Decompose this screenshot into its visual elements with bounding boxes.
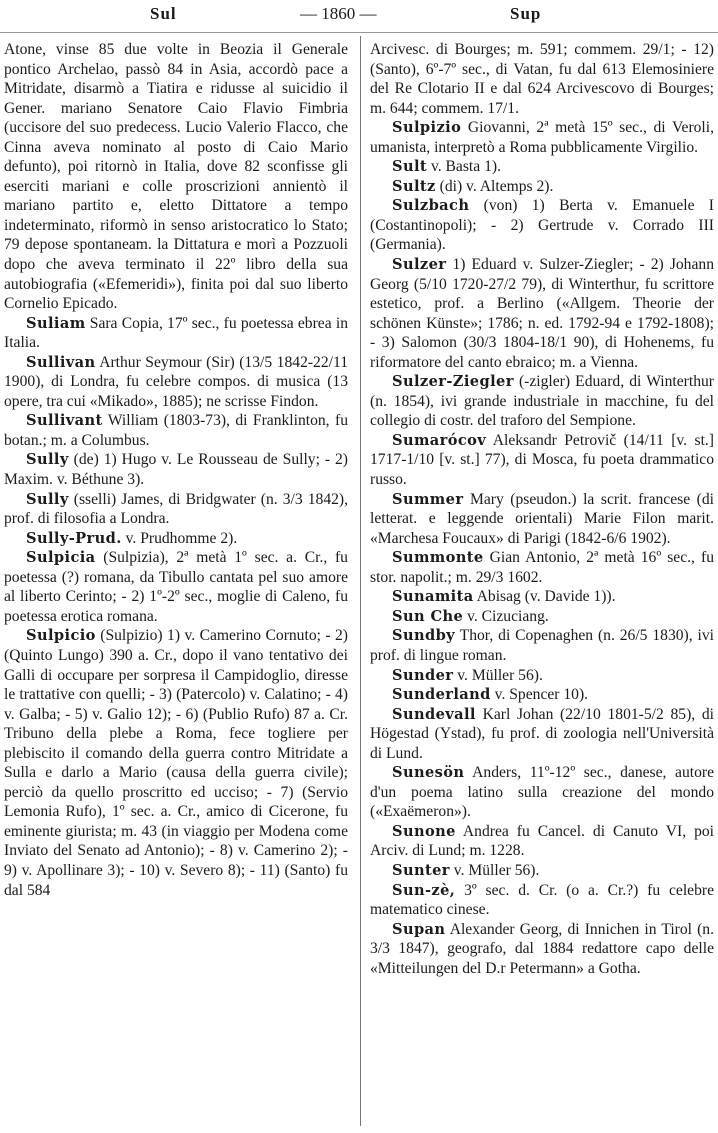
dictionary-entry — [370, 431, 714, 490]
entry-text: Gian Antonio, 2ª metà 16º sec., fu stor. napolit.; m. 29/3 1602. — [370, 549, 714, 586]
dictionary-entry — [370, 587, 714, 607]
header-rule — [0, 32, 718, 33]
dictionary-entry — [370, 372, 714, 431]
header-right-word: Sup — [510, 4, 542, 23]
entry-text: Aleksandr Petrovič (14/11 [v. st.] 1717-1/10 [v. st.] 77), di Mosca, fu poeta drammatico russo. — [370, 431, 714, 489]
entry-headword: Sulpizio — [392, 119, 462, 137]
entry-text: Atone, vinse 85 due volte in Beozia il Generale pontico Archelao, passò 84 in Asia, accordò pace a Mitridate, disarmò a Tiatira e ridusse al suicidio il Gener. mariano Senatore Caio Flavio Fimbria (uccisore del suo predecess. Lucio Valerio Flacco, che Cinna aveva nominato al posto di Caio Mario defunto), poi ritornò in Italia, dove 82 sconfisse gli eserciti mariani e colle proscrizioni annientò il mariano partito e, eletto Dittatore a tempo indeterminato, riformò in senso aristocratico lo Stato; 79 depose spontaneam. la Dittatura e morì a Pozzuoli dopo che aveva terminato il 22º libro della sua autobiografia («Efemeridi»), finita poi dal suo liberto Cornelio Epicado. — [4, 41, 348, 313]
dictionary-entry — [4, 548, 348, 626]
entry-text: v. Spencer 10). — [494, 686, 589, 704]
dictionary-entry — [4, 490, 348, 529]
entry-headword: Summonte — [392, 549, 484, 567]
dictionary-entry — [370, 763, 714, 822]
dictionary-entry — [370, 626, 714, 665]
entry-text: Anders, 11º-12º sec., danese, autore d'un poema latino sulla creazione del mondo («Exaëmeron»). — [370, 764, 714, 821]
entry-text: Arthur Seymour (Sir) (13/5 1842-22/11 1900), di Londra, fu celebre compos. di musica (13 opere, tra cui «Mikado», 1885); ne scrisse Findon. — [4, 353, 348, 410]
entry-headword: Sulpicia — [26, 549, 96, 567]
entry-headword: Sunder — [392, 666, 454, 684]
dictionary-entry — [4, 529, 348, 549]
dictionary-entry — [370, 920, 714, 979]
entry-text: Thor, di Copenaghen (n. 26/5 1830), ivi prof. di lingue roman. — [370, 627, 714, 664]
entry-headword: Sultz — [392, 177, 436, 195]
entry-text: (sselli) James, di Bridgwater (n. 3/3 1842), prof. di filosofia a Londra. — [4, 490, 348, 528]
dictionary-entry — [370, 705, 714, 764]
entry-headword: Sunter — [392, 861, 450, 879]
entry-headword: Supan — [392, 920, 446, 938]
entry-headword: Sulzer — [392, 256, 447, 274]
entry-headword: Sulpicio — [26, 627, 96, 645]
entry-text: (Sulpizia), 2ª metà 1º sec. a. Cr., fu poetessa (?) romana, da Tibullo cantata pel suo amore al liberto Cerinto; - 2) 1º-2º sec., moglie di Caleno, fu poetessa erotica romana. — [4, 549, 348, 625]
entry-text: Alexander Georg, di Innichen in Tirol (n. 3/3 1847), geografo, dal 1884 redattore capo delle «Mitteilungen del D.r Petermann» a Gotha. — [370, 920, 714, 977]
dictionary-entry — [370, 196, 714, 255]
dictionary-entry — [370, 490, 714, 549]
dictionary-entry — [370, 255, 714, 372]
dictionary-entry — [4, 450, 348, 489]
entry-headword: Sully — [26, 490, 69, 508]
right-column — [370, 40, 714, 1128]
dictionary-entry — [370, 822, 714, 861]
entry-text: Mary (pseudon.) la scrit. francese (di letterat. e leggende orientali) Marie Filon marit. «Marchesa Foucaux» di Parigi (1842-6/6 1902). — [370, 490, 714, 547]
dictionary-entry — [370, 177, 714, 197]
dictionary-entry — [4, 314, 348, 353]
entry-headword: Summer — [392, 490, 464, 508]
entry-text: William (1803-73), di Franklinton, fu botan.; m. a Columbus. — [4, 412, 348, 449]
dictionary-entry — [370, 666, 714, 686]
entry-headword: Sumarócov — [392, 431, 487, 449]
header-left-word: Sul — [150, 4, 177, 23]
entry-headword: Sundevall — [392, 705, 476, 723]
dictionary-entry — [370, 861, 714, 881]
dictionary-entry — [370, 118, 714, 157]
entry-text: v. Müller 56). — [457, 666, 543, 684]
entry-headword: Sunone — [392, 822, 456, 840]
entry-headword: Sun Che — [392, 607, 464, 625]
entry-headword: Sullivant — [26, 412, 103, 430]
entry-text: Abisag (v. Davide 1)). — [476, 588, 616, 606]
entry-headword: Suliam — [26, 314, 86, 332]
dictionary-entry — [4, 626, 348, 900]
entry-text: Giovanni, 2ª metà 15º sec., di Veroli, umanista, interpretò a Roma pubblicamente Virgilio. — [370, 119, 714, 156]
dictionary-entry — [370, 607, 714, 627]
dictionary-entry — [4, 40, 348, 314]
entry-text: v. Basta 1). — [430, 158, 501, 176]
entry-headword: Sult — [392, 158, 428, 176]
entry-headword: Sundby — [392, 627, 456, 645]
entry-text: (Sulpizio) 1) v. Camerino Cornuto; - 2) (Quinto Lungo) 390 a. Cr., dopo il vano tentativo dei Galli di occupare per sorpresa il Campidoglio, diresse le trattative con quelli; - 3) (Patercolo) v. Calatino; - 4) v. Galba; - 5) v. Galio 12); - 6) (Publio Rufo) 87 a. Cr. Tribuno della plebe a Roma, fece togliere per plebiscito il comando della guerra contro Mitridate a Sulla e darlo a Mario (causa della guerra civile); perciò da quello proscritto ed ucciso; - 7) (Servio Lemonia Rufo), 1º sec. a. Cr., amico di Cicerone, fu eminente giurista; m. 43 (in viaggio per Modena come Inviato del Senato ad Antonio); - 8) v. Camerino 2); - 9) v. Apollinare 3); - 10) v. Severo 8); - 11) (Santo) fu dal 584 — [4, 627, 348, 899]
entry-headword: Sunamita — [392, 588, 474, 606]
column-divider — [360, 36, 361, 1126]
entry-text: (-zigler) Eduard, di Winterthur (n. 1854), ivi grande industriale in macchine, fu del collegio di costr. del traforo del Sempione. — [370, 373, 714, 430]
entry-headword: Sulzer-Ziegler — [392, 373, 514, 391]
entry-text: Sara Copia, 17º sec., fu poetessa ebrea in Italia. — [4, 314, 348, 352]
dictionary-entry — [4, 353, 348, 412]
entry-headword: Sunesön — [392, 764, 465, 782]
entry-headword: Sunderland — [392, 686, 491, 704]
dictionary-entry — [4, 411, 348, 450]
entry-text: 1) Eduard v. Sulzer-Ziegler; - 2) Johann Georg (5/10 1720-27/2 79), di Winterthur, fu scrittore estetico, prof. a Berlino («Allgem. Theorie der schönen Künste»; 1786; n. ed. 1792-94 e 1792-1808); - 3) Salomon (30/3 1804-18/1 90), di Hohenems, fu riformatore del canto ebraico; m. a Vienna. — [370, 256, 714, 371]
dictionary-entry — [370, 40, 714, 118]
entry-text: v. Müller 56). — [453, 861, 540, 879]
dictionary-entry — [370, 881, 714, 920]
entry-text: v. Prudhomme 2). — [125, 529, 238, 547]
entry-text: 3º sec. d. Cr. (o a. Cr.?) fu celebre matematico cinese. — [370, 881, 714, 919]
entry-text: (di) v. Altemps 2). — [439, 177, 554, 195]
dictionary-entry — [370, 157, 714, 177]
entry-headword: Sun-zè, — [392, 881, 456, 899]
entry-text: Andrea fu Cancel. di Canuto VI, poi Arciv. di Lund; m. 1228. — [370, 822, 714, 860]
entry-headword: Sullivan — [26, 353, 96, 371]
dictionary-entry — [370, 548, 714, 587]
page-header — [0, 0, 718, 32]
entry-text: (von) 1) Berta v. Emanuele I (Costantinopoli); - 2) Gertrude v. Corrado III (Germania). — [370, 197, 714, 254]
entry-headword: Sully — [26, 451, 69, 469]
entry-headword: Sulzbach — [392, 197, 470, 215]
entry-text: (de) 1) Hugo v. Le Rousseau de Sully; - 2) Maxim. v. Béthune 3). — [4, 451, 348, 489]
entry-text: Karl Johan (22/10 1801-5/2 85), di Högestad (Ystad), fu prof. di zoologia nell'Università di Lund. — [370, 705, 714, 762]
entry-headword: Sully-Prud. — [26, 529, 122, 547]
entry-text: v. Cizuciang. — [467, 607, 549, 625]
dictionary-entry — [370, 685, 714, 705]
page-number: — 1860 — — [300, 4, 377, 23]
left-column — [4, 40, 348, 1128]
entry-text: Arcivesc. di Bourges; m. 591; commem. 29/1; - 12) (Santo), 6º-7º sec., di Vatan, fu dal 613 Elemosiniere del Re Clotario II e dal 624 Arcivescovo di Bourges; m. 644; commem. 17/1. — [370, 41, 714, 117]
